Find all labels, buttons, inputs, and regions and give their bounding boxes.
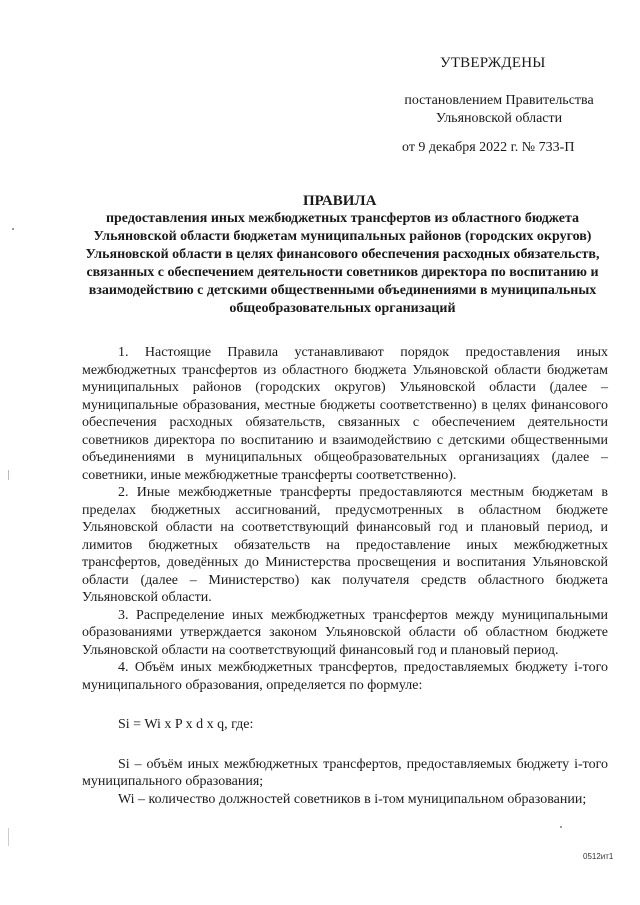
approval-authority [388, 92, 610, 128]
document-subtitle: предоставления иных межбюджетных трансфертов из областного бюджета Ульяновской области бюджетам муниципальных районов (городских округов) Ульяновской области в целях финансового обеспечения расходных обязательств, связанных с обеспечением деятельности советников директора по воспитанию и взаимодействию с детскими общественными объединениями в муниципальных общеобразовательных организаций [85, 211, 600, 316]
document-body [82, 344, 608, 808]
formula-definition: Wi – количество должностей советников в i-том муниципальном образовании; [118, 791, 587, 807]
body-paragraph: 1. Настоящие Правила устанавливают порядок предоставления иных межбюджетных трансфертов из областного бюджета Ульяновской области бюджетам муниципальных районов (городских округов) Ульяновской области (далее – муниципальные образования, местные бюджеты соответственно) в целях финансового обеспечения расходных обязательств, связанных с обеспечением деятельности советников директора по воспитанию и взаимодействию с детскими общественными объединениями в муниципальных общеобразовательных организациях (далее – советники, иные межбюджетные трансферты соответственно). [82, 345, 608, 483]
scan-artifact [12, 228, 14, 230]
formula: Si = Wi x P x d x q, где: [118, 717, 254, 732]
approval-authority-line: постановлением Правительства [404, 93, 594, 108]
scan-artifact [8, 828, 9, 846]
body-paragraph: 2. Иные межбюджетные трансферты предоставляются местным бюджетам в пределах бюджетных ассигнований, предусмотренных в областном бюджете Ульяновской области на соответствующий финансовый год и плановый период, и лимитов бюджетных обязательств на предоставление иных межбюджетных трансфертов, доведённых до Министерства просвещения и воспитания Ульяновской области (далее – Министерство) как получателя средств областного бюджета Ульяновской области. [82, 485, 608, 605]
scan-artifact [560, 826, 562, 828]
footer-code: 0512ит1 [583, 852, 614, 861]
formula-definition: Si – объём иных межбюджетных трансфертов, предоставляемых бюджету i-того муниципального образования; [82, 756, 608, 789]
approval-authority-line: Ульяновской области [435, 111, 563, 126]
approval-date: от 9 декабря 2022 г. № 733-П [402, 140, 575, 155]
approved-heading: УТВЕРЖДЕНЫ [440, 55, 546, 71]
document-title: ПРАВИЛА [303, 193, 377, 209]
body-paragraph: 3. Распределение иных межбюджетных трансфертов между муниципальными образованиями утверждается законом Ульяновской области об областном бюджете Ульяновской области на соответствующий финансовый год и плановый период. [82, 607, 608, 658]
scan-artifact [8, 470, 9, 480]
body-paragraph: 4. Объём иных межбюджетных трансфертов, предоставляемых бюджету i-того муниципального образования, определяется по формуле: [82, 660, 608, 693]
